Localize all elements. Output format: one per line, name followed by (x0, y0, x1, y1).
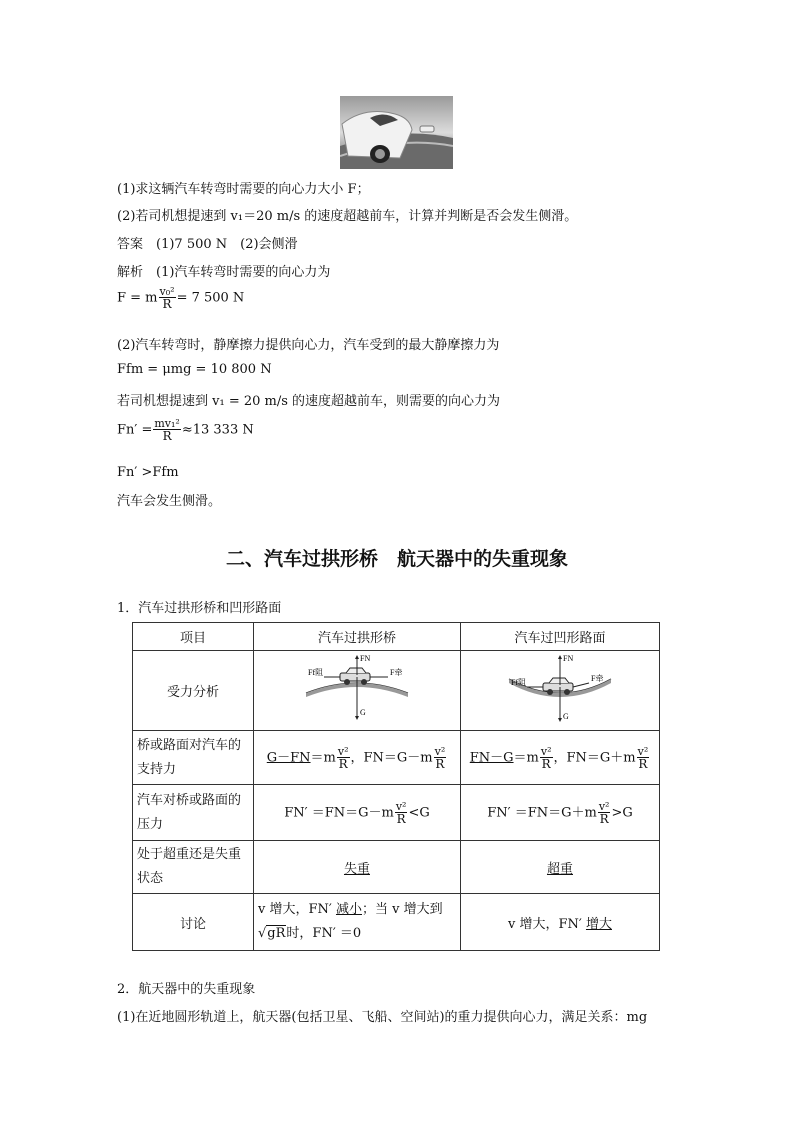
table-row-state (133, 841, 660, 894)
concave-diagram (461, 651, 660, 731)
analysis-intro: 解析 (1)汽车转弯时需要的向心力为 (117, 265, 331, 280)
row-pressure-label: 汽车对桥或路面的压力 (133, 785, 254, 841)
state-arch: 失重 (254, 841, 461, 894)
answer: 答案 (1)7 500 N (2)会侧滑 (117, 237, 298, 252)
section-title: 二、汽车过拱形桥 航天器中的失重现象 (225, 548, 568, 570)
row-discuss-label: 讨论 (133, 894, 254, 951)
table-row-discuss (133, 894, 660, 951)
table-header-row (133, 623, 660, 651)
discuss-concave: v 增大，FN′ 增大 (461, 894, 660, 951)
header-arch: 汽车过拱形桥 (254, 623, 461, 651)
formula-fn: Fn′ = $\frac{\text{mv₁²}}{R}$ ≈13 333 N (117, 417, 254, 443)
comparison-table (132, 622, 660, 951)
header-item: 项目 (133, 623, 254, 651)
conclusion: 汽车会发生侧滑。 (117, 494, 222, 509)
formula-f: F = m $\frac{\text{v₀²}}{R}$ = 7 500 N (117, 285, 245, 311)
table-row-pressure (133, 785, 660, 841)
table-row-force (133, 651, 660, 731)
row-support-label: 桥或路面对汽车的支持力 (133, 731, 254, 785)
car-photo (340, 96, 453, 169)
label-g: G (360, 707, 366, 717)
label-g-2: G (563, 711, 569, 721)
last-line: (1)在近地圆形轨道上，航天器(包括卫星、飞船、空间站)的重力提供向心力，满足关系：mg (117, 1010, 648, 1025)
compare: Fn′ >Ffm (117, 465, 179, 480)
part2-speed: 若司机想提速到 v₁ = 20 m/s 的速度超越前车，则需要的向心力为 (117, 394, 501, 409)
pressure-arch: FN′ ＝FN＝G－m $\frac{\text{v²}}{R}$ <G (254, 785, 461, 841)
subsection-2: 2．航天器中的失重现象 (117, 982, 256, 997)
label-ff: Ff阻 (308, 667, 324, 677)
formula-ffm: Ffm = μmg = 10 800 N (117, 362, 272, 377)
table-row-support (133, 731, 660, 785)
discuss-arch: v 增大，FN′ 减小；当 v 增大到 √gR时，FN′ ＝0 (254, 894, 461, 951)
label-ff-2: Ff阻 (511, 677, 527, 687)
row-state-label: 处于超重还是失重状态 (133, 841, 254, 894)
question-2: (2)若司机想提速到 v₁＝20 m/s 的速度超越前车，计算并判断是否会发生侧滑。 (117, 209, 578, 224)
label-fq: F牵 (390, 667, 403, 677)
row-force-label: 受力分析 (133, 651, 254, 731)
state-concave: 超重 (461, 841, 660, 894)
arch-diagram (254, 651, 461, 731)
pressure-concave: FN′ ＝FN＝G＋m $\frac{\text{v²}}{R}$ >G (461, 785, 660, 841)
subsection-1: 1．汽车过拱形桥和凹形路面 (117, 601, 282, 616)
label-fn: FN (360, 653, 371, 663)
header-concave: 汽车过凹形路面 (461, 623, 660, 651)
label-fn-2: FN (563, 653, 574, 663)
question-1: (1)求这辆汽车转弯时需要的向心力大小 F； (117, 182, 370, 197)
label-fq-2: F牵 (591, 673, 604, 683)
support-concave: FN－G＝m $\frac{\text{v²}}{R}$ ，FN＝G＋m $\frac{\text{v²}}{R}$ (461, 731, 660, 785)
support-arch: G－FN＝m $\frac{\text{v²}}{R}$ ，FN＝G－m $\frac{\text{v²}}{R}$ (254, 731, 461, 785)
part2-intro: (2)汽车转弯时，静摩擦力提供向心力，汽车受到的最大静摩擦力为 (117, 338, 500, 353)
